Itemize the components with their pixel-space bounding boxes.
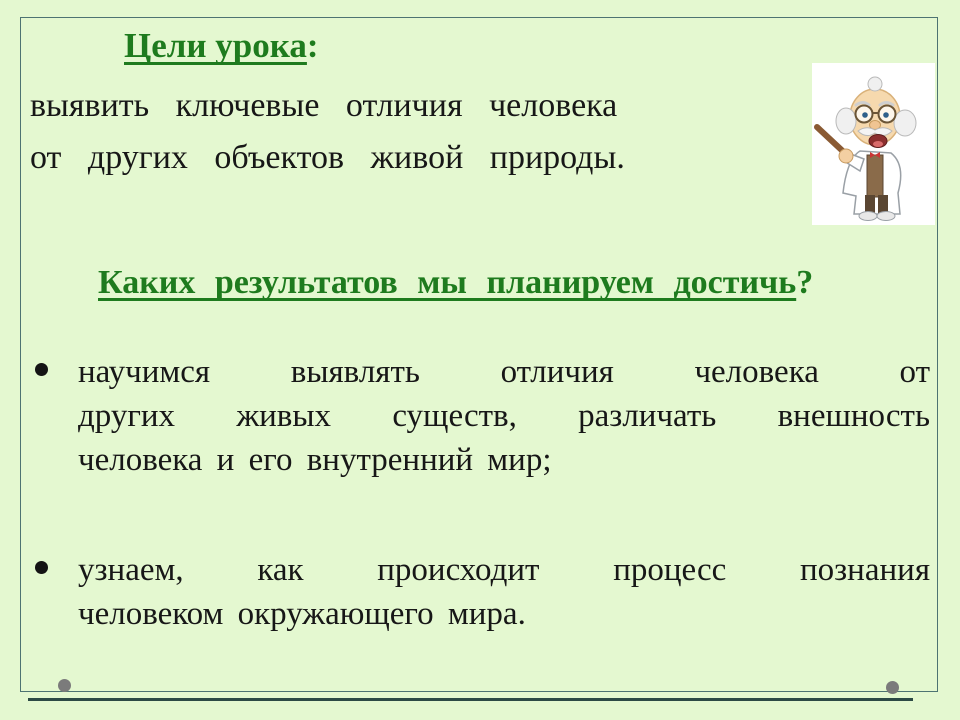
lesson-goals-line: от других объектов живой природы. xyxy=(30,139,625,176)
bullet-item xyxy=(33,548,930,636)
footer-rule xyxy=(28,698,913,701)
expected-results-heading-text: Каких результатов мы планируем достичь xyxy=(98,264,797,301)
bullet-line: научимся выявлять отличия человека от xyxy=(78,354,930,390)
bullet-dot-icon xyxy=(35,363,48,376)
bullet-line: других живых существ, различать внешность xyxy=(78,398,930,434)
bullet-line: человеком окружающего мира. xyxy=(78,596,526,632)
footer-dot-left xyxy=(58,679,71,692)
results-bullet-list xyxy=(33,350,930,636)
professor-clipart-image xyxy=(812,63,935,225)
lesson-goals-text xyxy=(30,80,760,184)
bullet-line: человека и его внутренний мир; xyxy=(78,442,552,478)
bullet-item xyxy=(33,350,930,482)
lesson-goals-heading-text: Цели урока xyxy=(124,26,307,65)
lesson-goals-line: выявить ключевые отличия человека xyxy=(30,87,618,124)
expected-results-question-mark: ? xyxy=(796,264,814,301)
bullet-line: узнаем, как происходит процесс познания xyxy=(78,552,930,588)
lesson-goals-heading-colon: : xyxy=(306,26,319,65)
lesson-goals-heading xyxy=(124,26,319,66)
expected-results-heading xyxy=(98,264,813,302)
bullet-dot-icon xyxy=(35,561,48,574)
professor-clipart-box xyxy=(812,63,935,225)
footer-dot-right xyxy=(886,681,899,694)
